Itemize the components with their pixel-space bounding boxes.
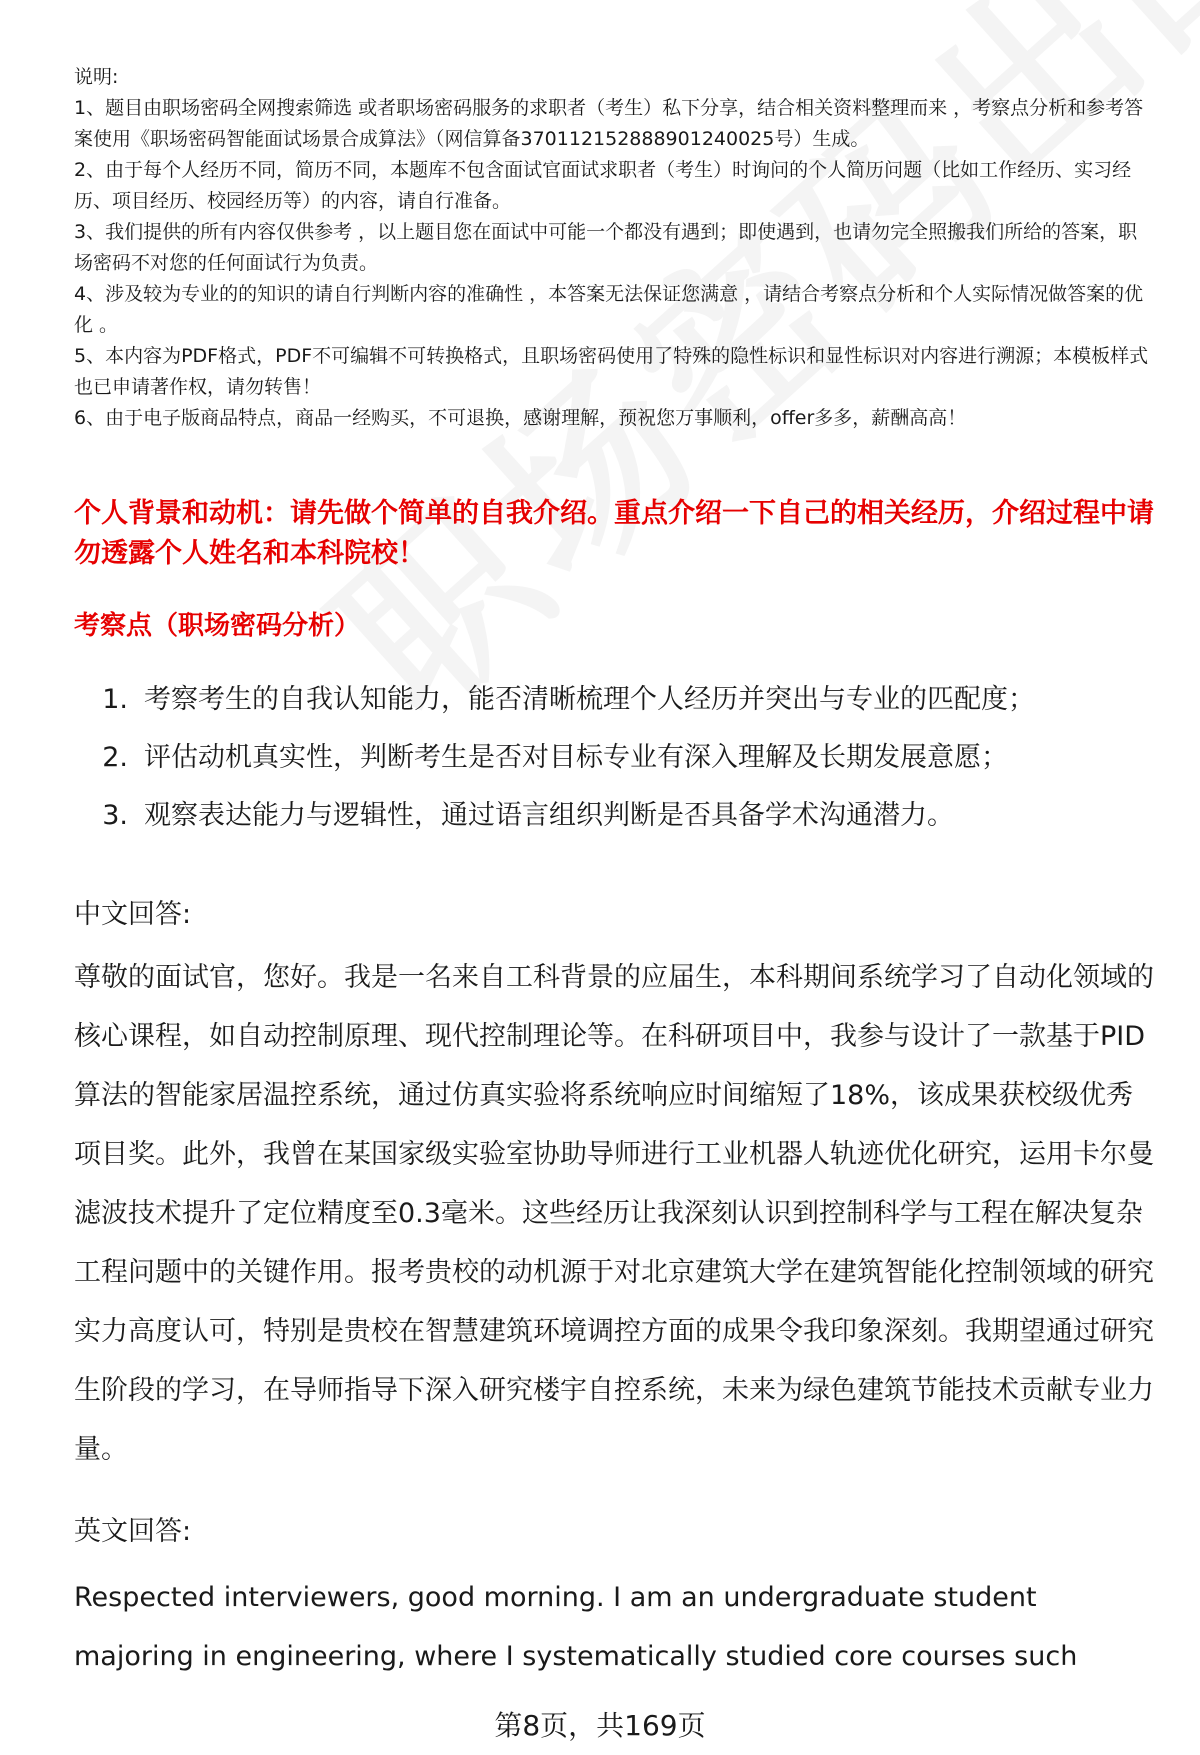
english-answer-text: Respected interviewers, good morning. I am an undergraduate student majoring in engineering, where I systematically studied core courses such <box>74 1582 1078 1672</box>
chinese-answer-label: 中文回答: <box>74 899 192 930</box>
analysis-point <box>74 738 1154 796</box>
point-number: 3. <box>102 800 128 831</box>
point-text: 考察考生的自我认知能力，能否清晰梳理个人经历并突出与专业的匹配度； <box>144 684 1035 715</box>
chinese-answer-text: 尊敬的面试官，您好。我是一名来自工科背景的应届生，本科期间系统学习了自动化领域的核心课程，如自动控制原理、现代控制理论等。在科研项目中，我参与设计了一款基于PID算法的智能家居温控系统，通过仿真实验将系统响应时间缩短了18%，该成果获校级优秀项目奖。此外，我曾在某国家级实验室协助导师进行工业机器人轨迹优化研究，运用卡尔曼滤波技术提升了定位精度至0.3毫米。这些经历让我深刻认识到控制科学与工程在解决复杂工程问题中的关键作用。报考贵校的动机源于对北京建筑大学在建筑智能化控制领域的研究实力高度认可，特别是贵校在智慧建筑环境调控方面的成果令我印象深刻。我期望通过研究生阶段的学习，在导师指导下深入研究楼宇自控系统，未来为绿色建筑节能技术贡献专业力量。 <box>74 962 1154 1465</box>
note-item: 1、题目由职场密码全网搜索筛选 或者职场密码服务的求职者（考生）私下分享，结合相关资料整理而来 ，考察点分析和参考答案使用《职场密码智能面试场景合成算法》（网信算备370112152888901240025号）生成。 <box>74 97 1144 150</box>
note-item: 4、涉及较为专业的的知识的请自行判断内容的准确性 ，本答案无法保证您满意 ，请结合考察点分析和个人实际情况做答案的优化 。 <box>74 283 1144 336</box>
page-number: 第8页，共169页 <box>494 1709 706 1742</box>
notes-title: 说明: <box>74 66 119 88</box>
note-item: 2、由于每个人经历不同，简历不同，本题库不包含面试官面试求职者（考生）时询问的个人简历问题（比如工作经历、实习经历、项目经历、校园经历等）的内容，请自行准备。 <box>74 159 1132 212</box>
analysis-points <box>74 680 1154 854</box>
note-item: 5、本内容为PDF格式，PDF不可编辑不可转换格式，且职场密码使用了特殊的隐性标识和显性标识对内容进行溯源；本模板样式也已申请著作权，请勿转售！ <box>74 345 1149 398</box>
disclaimer-notes <box>74 62 1154 434</box>
point-text: 评估动机真实性，判断考生是否对目标专业有深入理解及长期发展意愿； <box>144 742 1008 773</box>
point-number: 1. <box>102 684 128 715</box>
analysis-point <box>74 796 1154 854</box>
english-answer-label: 英文回答: <box>74 1516 192 1547</box>
point-text: 观察表达能力与逻辑性，通过语言组织判断是否具备学术沟通潜力。 <box>144 800 954 831</box>
analysis-point <box>74 680 1154 738</box>
point-number: 2. <box>102 742 128 773</box>
note-item: 3、我们提供的所有内容仅供参考 ，以上题目您在面试中可能一个都没有遇到；即使遇到，也请勿完全照搬我们所给的答案，职场密码不对您的任何面试行为负责。 <box>74 221 1138 274</box>
analysis-title: 考察点（职场密码分析） <box>74 611 361 641</box>
note-item: 6、由于电子版商品特点，商品一经购买，不可退换，感谢理解，预祝您万事顺利，offer多多，薪酬高高！ <box>74 407 967 429</box>
interview-question: 个人背景和动机：请先做个简单的自我介绍。重点介绍一下自己的相关经历，介绍过程中请勿透露个人姓名和本科院校！ <box>74 498 1154 569</box>
